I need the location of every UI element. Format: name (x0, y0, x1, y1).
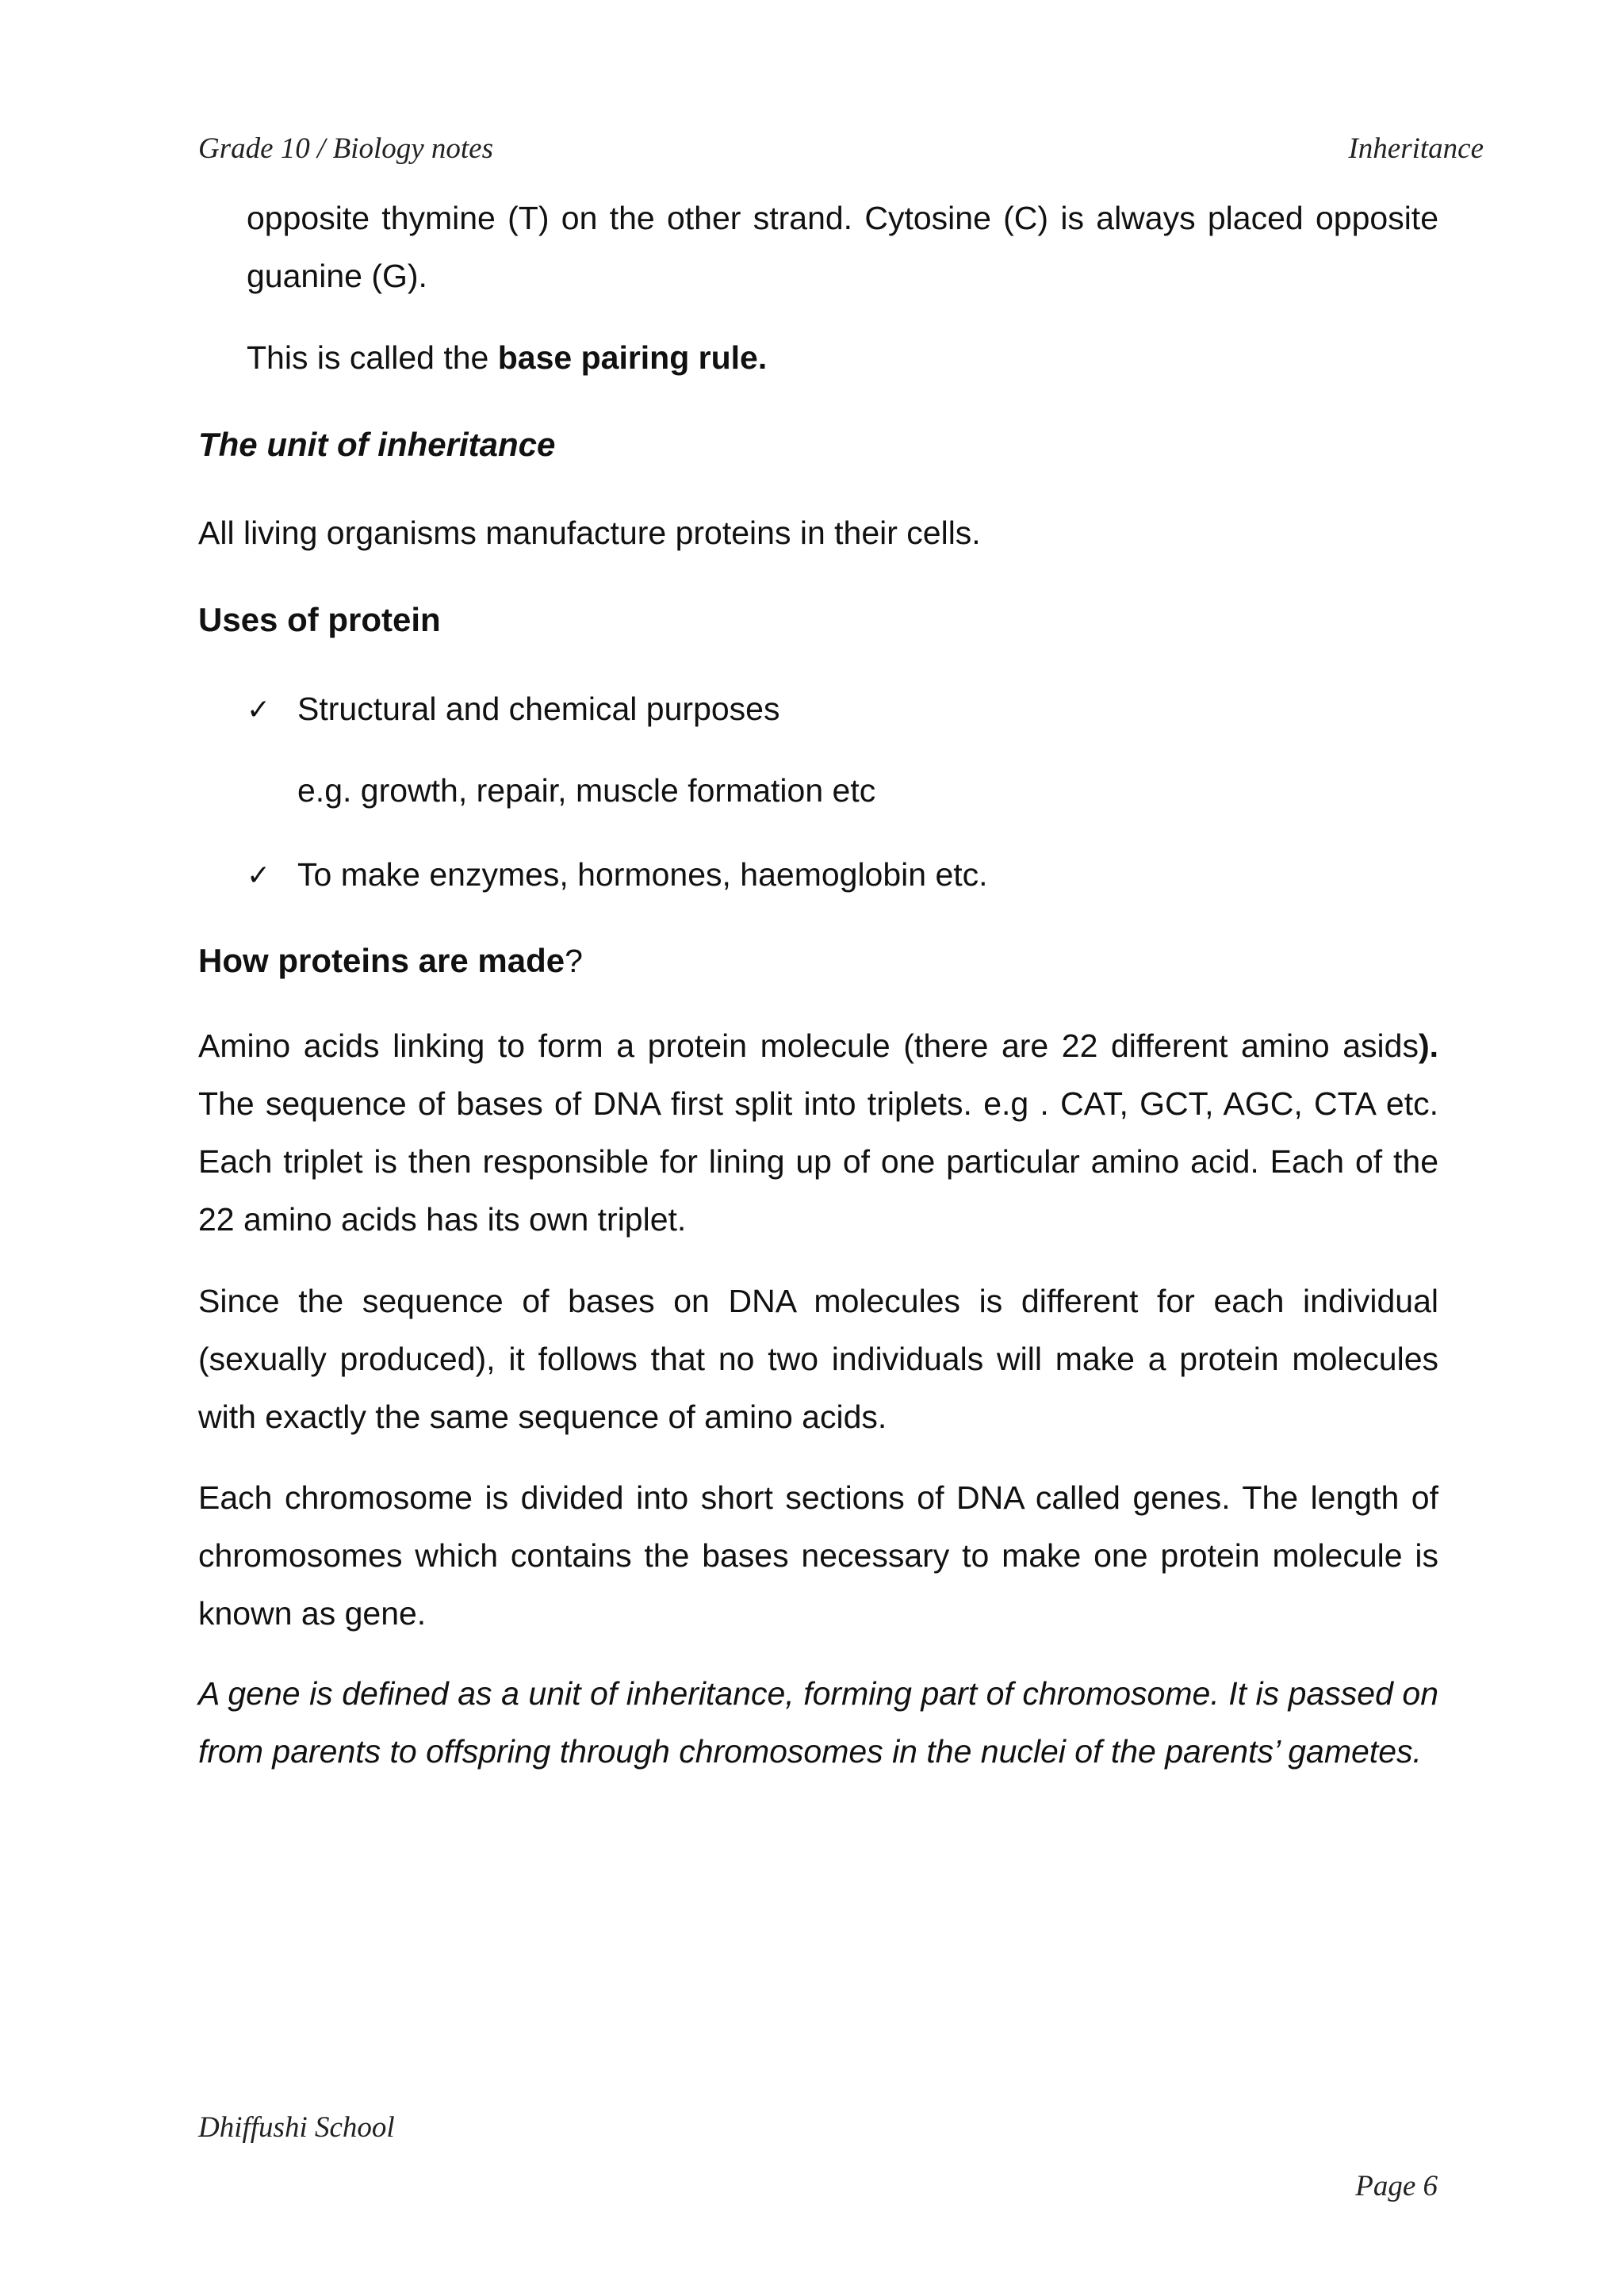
list-item-text: Structural and chemical purposes (297, 691, 780, 727)
section-heading-uses-of-protein: Uses of protein (198, 601, 441, 638)
section-heading-how-proteins-are-made (198, 932, 1438, 990)
header-chapter-title: Inheritance (1348, 132, 1484, 165)
gene-definition-paragraph: A gene is defined as a unit of inheritance, forming part of chromosome. It is passed on from parents to offspring through chromosomes in the nuclei of the parents’ gametes. (198, 1675, 1438, 1770)
list-item (247, 846, 988, 905)
intro-continuation-paragraph (247, 189, 1438, 305)
section-heading-unit-of-inheritance: The unit of inheritance (198, 426, 556, 463)
check-icon: ✓ (247, 694, 271, 726)
check-icon: ✓ (247, 859, 271, 892)
base-pairing-rule-paragraph (247, 329, 1438, 387)
uses-example-text: e.g. growth, repair, muscle formation etc (297, 772, 876, 809)
amino-acids-paragraph (198, 1017, 1438, 1249)
list-item-text: To make enzymes, hormones, haemoglobin etc. (297, 856, 988, 893)
header-course-title: Grade 10 / Biology notes (198, 132, 494, 165)
intro-continuation-text: opposite thymine (T) on the other strand. Cytosine (C) is always placed opposite guanine (G). (247, 200, 1438, 294)
footer-school-name: Dhiffushi School (198, 2111, 395, 2144)
how-heading-text: How proteins are made (198, 942, 565, 979)
amino-acids-bold-end: ). (1418, 1027, 1438, 1064)
genes-paragraph: Each chromosome is divided into short sections of DNA called genes. The length of chromosomes which contains the bases necessary to make one protein molecule is known as gene. (198, 1479, 1438, 1632)
sequence-of-bases-paragraph: Since the sequence of bases on DNA molecules is different for each individual (sexually produced), it follows that no two individuals will make a protein molecules with exactly the same sequence of amino acids. (198, 1283, 1438, 1435)
amino-acids-text: Amino acids linking to form a protein molecule (there are 22 different amino asids (198, 1027, 1419, 1064)
footer-page-number: Page 6 (1355, 2170, 1438, 2202)
proteins-intro-paragraph: All living organisms manufacture proteins in their cells. (198, 515, 981, 551)
how-heading-question-mark: ? (565, 943, 583, 979)
list-item (247, 680, 779, 739)
rule-name-text: base pairing rule. (497, 339, 768, 376)
rule-prefix-text: This is called the (247, 339, 498, 376)
triplets-text: The sequence of bases of DNA first split into triplets. e.g . CAT, GCT, AGC, CTA etc. Each triplet is then responsible for lining up of one particular amino acid. Each of the 22 amino acids has its own triplet. (198, 1085, 1438, 1238)
